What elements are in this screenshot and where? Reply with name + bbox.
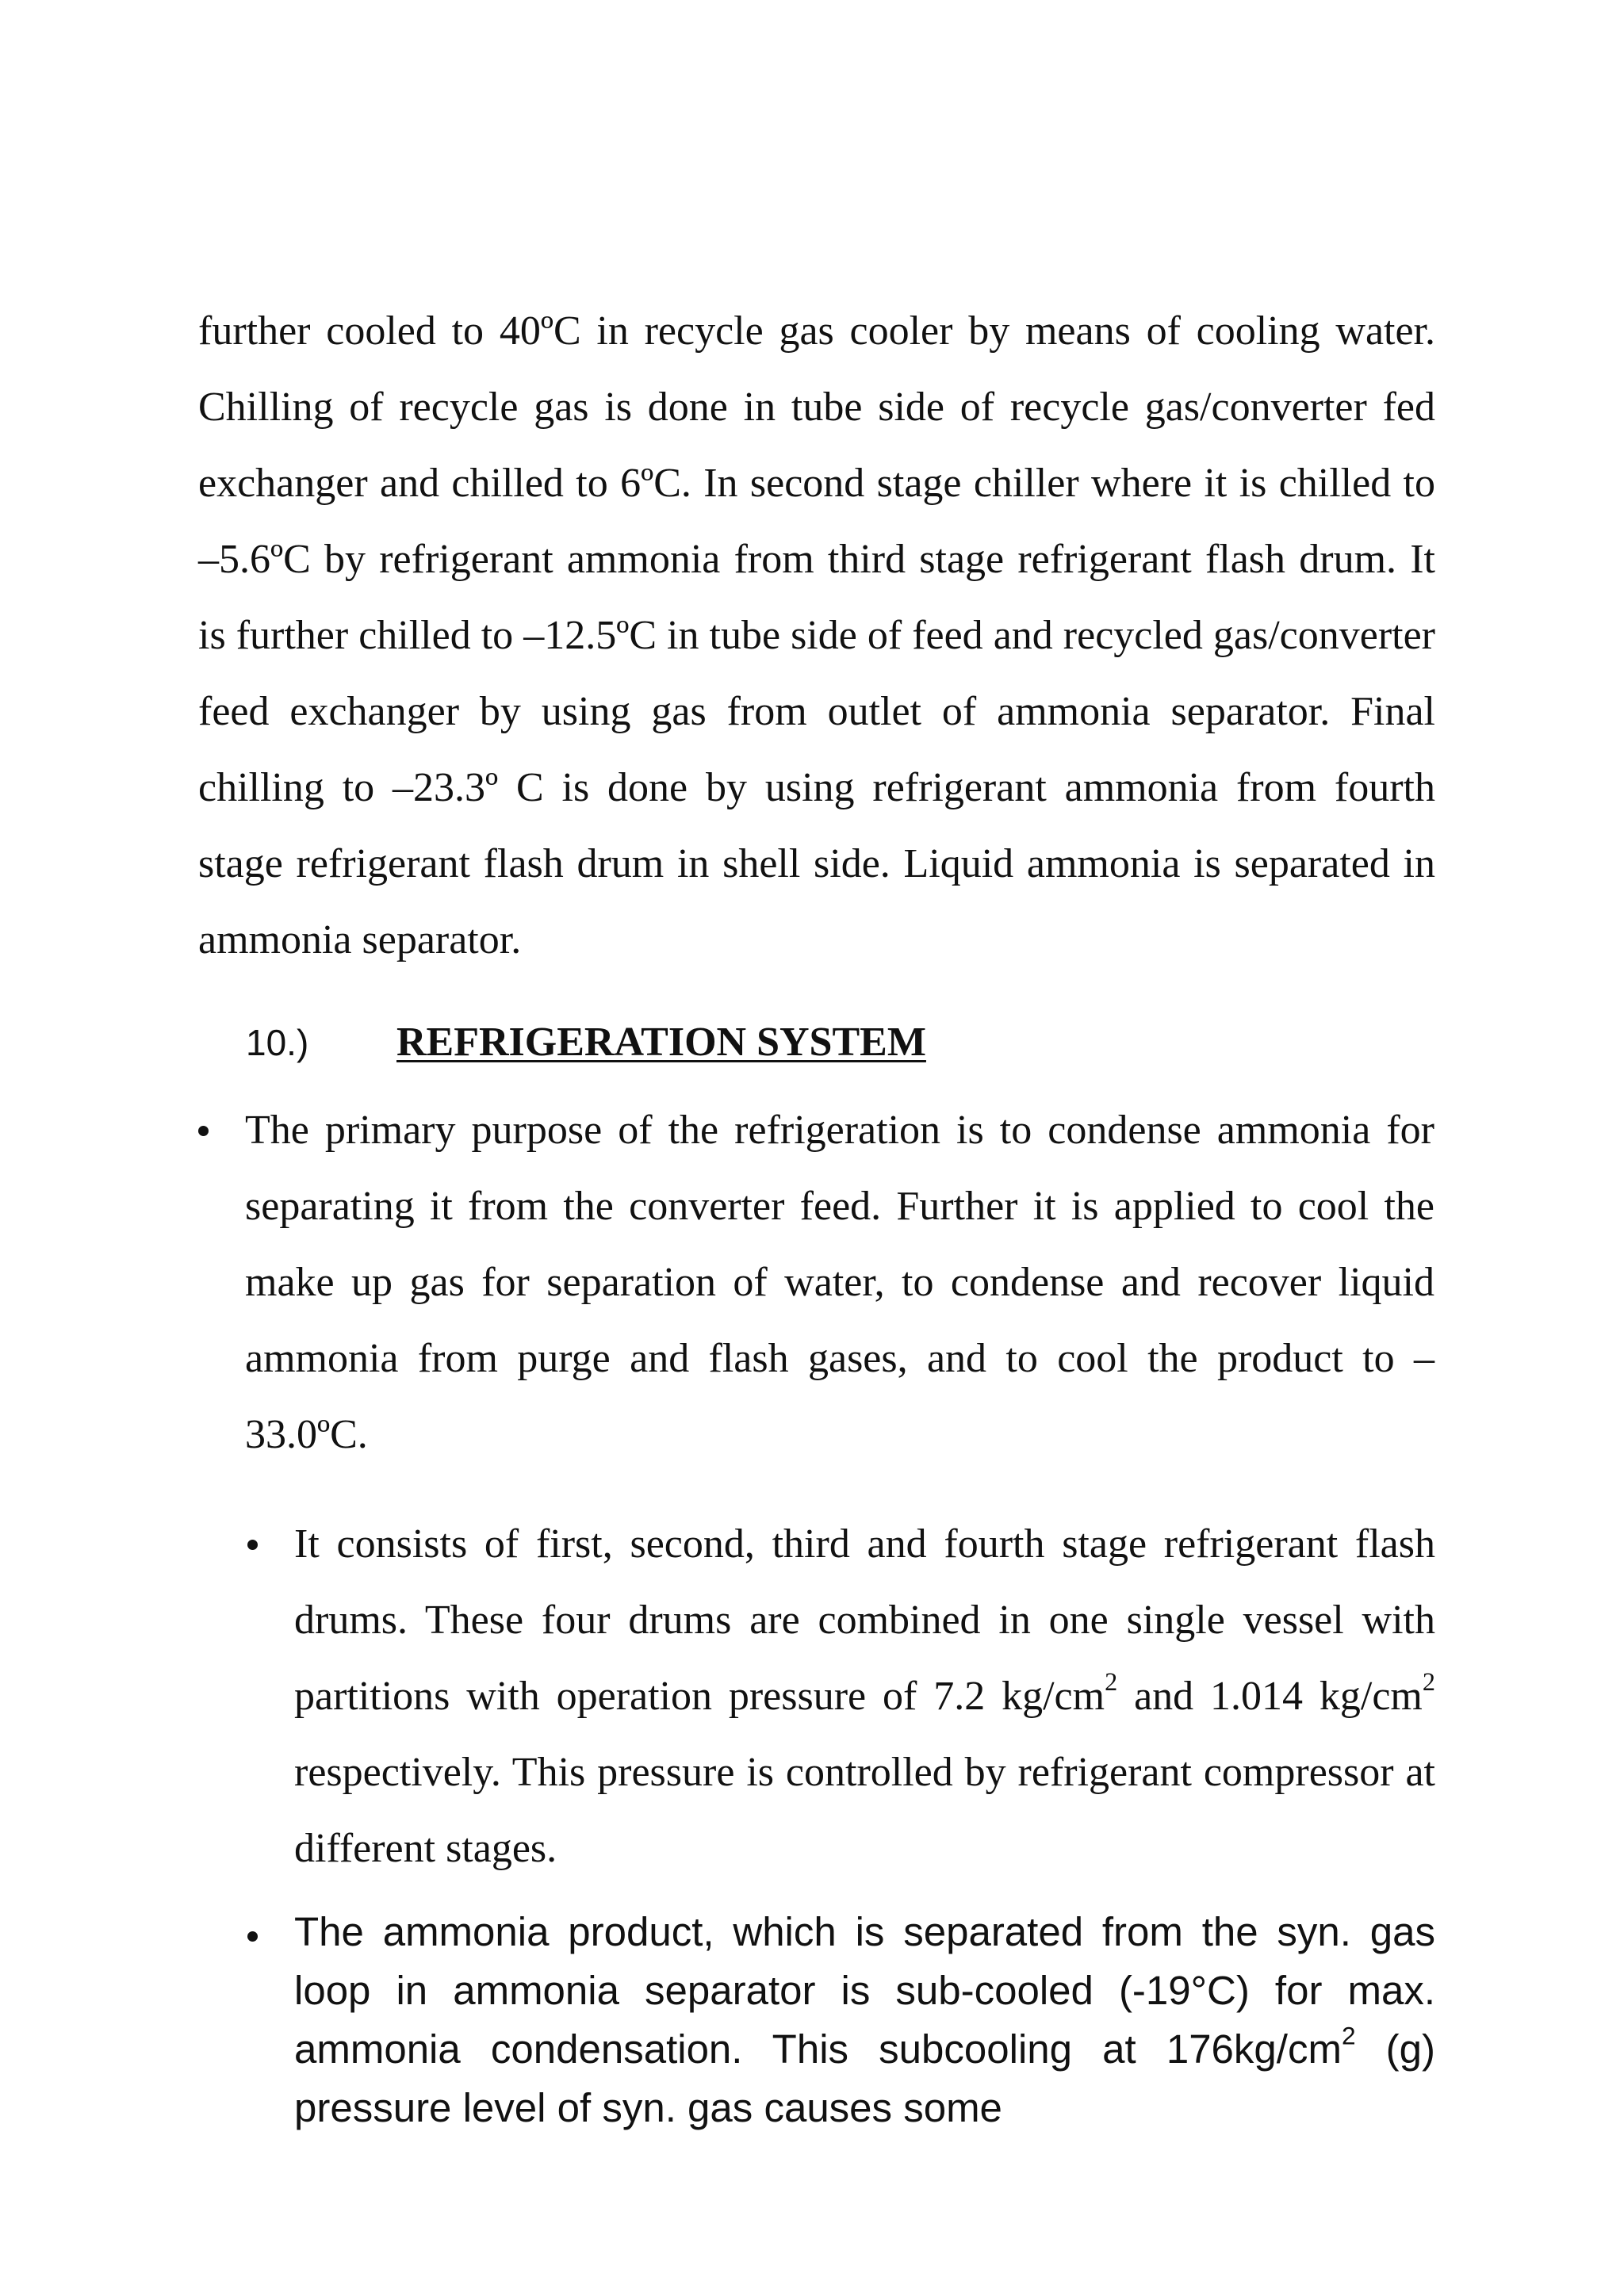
bullet-text-part: (g) pressure level of syn. gas causes some [294, 2026, 1435, 2130]
bullet-ammonia-product [247, 1903, 1435, 2137]
bullet-text [294, 1903, 1435, 2137]
section-number: 10.) [246, 1022, 309, 1063]
bullet-dot-icon [247, 1540, 258, 1550]
bullet-primary-purpose [198, 1093, 1435, 1473]
superscript: 2 [1105, 1667, 1118, 1696]
bullet-dot-icon [247, 1931, 258, 1942]
bullet-text-part: and 1.014 kg/cm [1117, 1674, 1423, 1719]
paragraph-recycle-gas-chilling: further cooled to 40ºC in recycle gas cooler by means of cooling water. Chilling of recycle gas is done in tube side of recycle gas/converter fed exchanger and chilled to 6ºC. In second stage chiller where it is chilled to –5.6ºC by refrigerant ammonia from third stage refrigerant flash drum. It is further chilled to –12.5ºC in tube side of feed and recycled gas/converter feed exchanger by using gas from outlet of ammonia separator. Final chilling to –23.3º C is done by using refrigerant ammonia from fourth stage refrigerant flash drum in shell side. Liquid ammonia is separated in ammonia separator. [198, 308, 1435, 962]
superscript: 2 [1422, 1667, 1435, 1696]
bullet-text: The primary purpose of the refrigeration is to condense ammonia for separating it from the converter feed. Further it is applied to cool the make up gas for separation of water, to condense and recover liquid ammonia from purge and flash gases, and to cool the product to –33.0ºC. [245, 1108, 1434, 1457]
section-title: REFRIGERATION SYSTEM [396, 1020, 926, 1065]
bullet-dot-icon [198, 1126, 209, 1136]
bullet-text-part: It consists of first, second, third and fourth stage refrigerant flash drums. These four drums are combined in one single vessel with partitions with operation pressure of 7.2 kg/cm [294, 1521, 1435, 1719]
bullet-text [294, 1506, 1435, 1887]
bullet-text-part: respectively. This pressure is controlled by refrigerant compressor at different stages. [294, 1750, 1435, 1871]
bullet-flash-drums [247, 1506, 1435, 1887]
section-heading [246, 1007, 1435, 1078]
bullet-text-part: The ammonia product, which is separated from the syn. gas loop in ammonia separator is sub-cooled (-19°C) for max. ammonia condensation. This subcooling at 176kg/cm [294, 1909, 1435, 2072]
superscript: 2 [1341, 2021, 1356, 2050]
